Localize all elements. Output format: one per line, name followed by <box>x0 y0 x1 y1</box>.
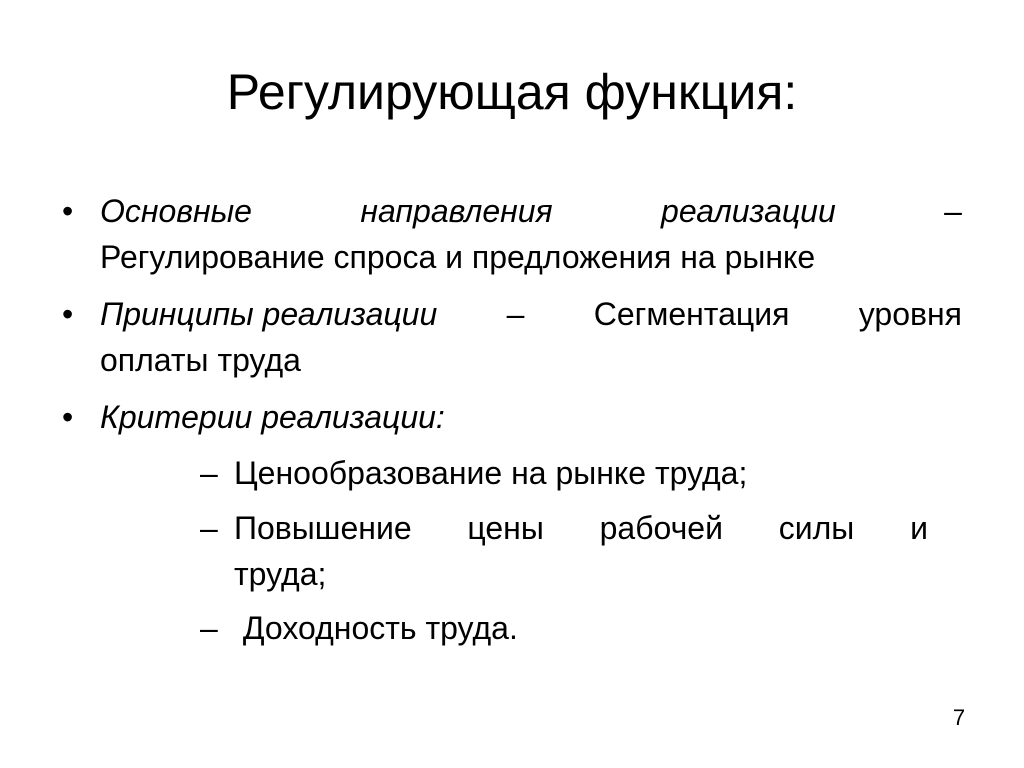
list-item-separator: – <box>506 296 525 332</box>
bullet-icon: • <box>62 296 74 332</box>
sub-list-item: Ценообразование на рынке труда; <box>234 455 748 491</box>
sub-list-item-word: цены <box>467 510 544 546</box>
dash-icon: – <box>200 510 218 546</box>
list-item-label: Критерии реализации: <box>100 399 445 435</box>
sub-list-item-continuation: труда; <box>234 556 327 592</box>
dash-icon: – <box>200 455 218 491</box>
bullet-icon: • <box>62 399 74 435</box>
list-item-label-word: направления <box>360 193 553 229</box>
list-item-text-word: Сегментация <box>593 296 790 332</box>
bullet-icon: • <box>62 193 74 229</box>
list-item-text: Регулирование спроса и предложения на рынке <box>100 239 816 275</box>
sub-list-item-word: Повышение <box>234 510 412 546</box>
list-item-text: оплаты труда <box>100 342 301 378</box>
slide-title: Регулирующая функция: <box>226 64 798 120</box>
page-number: 7 <box>952 705 966 730</box>
sub-list-item-word: рабочей <box>599 510 723 546</box>
sub-list-item-word: и <box>910 510 928 546</box>
list-item <box>100 394 962 440</box>
list-item <box>100 291 962 383</box>
sub-list-item-first-line <box>234 505 928 551</box>
sub-list-item: Доходность труда. <box>234 610 518 646</box>
list-item <box>100 188 962 280</box>
list-item-first-line <box>100 188 962 234</box>
list-item-label-word: реализации <box>661 193 836 229</box>
dash-icon: – <box>200 610 218 646</box>
list-item-label-word: Основные <box>100 193 252 229</box>
list-item-text-word: уровня <box>858 296 962 332</box>
list-item-separator: – <box>944 193 962 229</box>
sub-list-item <box>234 505 928 597</box>
list-item-label: Принципы реализации <box>100 296 438 332</box>
sub-list-item-word: силы <box>778 510 855 546</box>
list-item-first-line <box>100 291 962 337</box>
